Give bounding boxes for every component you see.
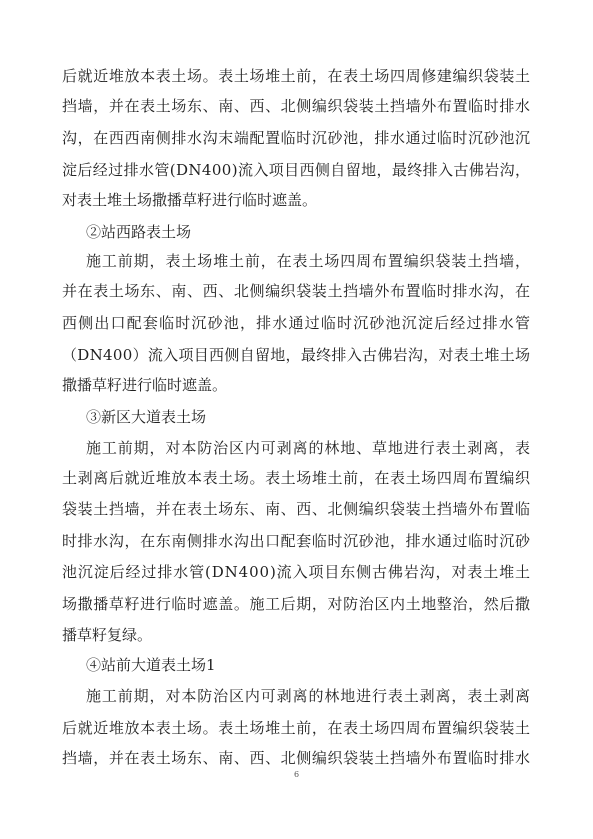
text-line: 挡墙，并在表土场东、南、西、北侧编织袋装土挡墙外布置临时排水 xyxy=(62,749,531,767)
text-line: 后就近堆放本表土场。表土场堆土前，在表土场四周修建编织袋装土 xyxy=(62,67,531,85)
text-line: 淀后经过排水管(DN400)流入项目西侧自留地，最终排入古佛岩沟， xyxy=(62,161,531,179)
page-number: 6 xyxy=(293,770,300,779)
text-line: 施工前期，表土场堆土前，在表土场四周布置编织袋装土挡墙， xyxy=(86,252,531,270)
text-line: 时排水沟，在东南侧排水沟出口配套临时沉砂池，排水通过临时沉砂 xyxy=(62,532,531,550)
text-line: 施工前期，对本防治区内可剥离的林地进行表土剥离，表土剥离 xyxy=(86,687,531,705)
text-line: ③新区大道表土场 xyxy=(86,408,207,426)
text-line: 施工前期，对本防治区内可剥离的林地、草地进行表土剥离，表 xyxy=(86,439,531,457)
text-line: 挡墙，并在表土场东、南、西、北侧编织袋装土挡墙外布置临时排水 xyxy=(62,97,531,115)
text-line: 后就近堆放本表土场。表土场堆土前，在表土场四周布置编织袋装土 xyxy=(62,719,531,737)
text-line: 播草籽复绿。 xyxy=(62,626,153,644)
text-line: 池沉淀后经过排水管(DN400)流入项目东侧古佛岩沟，对表土堆土 xyxy=(62,563,531,581)
text-line: 土剥离后就近堆放本表土场。表土场堆土前，在表土场四周布置编织 xyxy=(62,469,531,487)
text-line: 沟，在西西南侧排水沟末端配置临时沉砂池，排水通过临时沉砂池沉 xyxy=(62,129,531,147)
text-line: （DN400）流入项目西侧自留地，最终排入古佛岩沟，对表土堆土场 xyxy=(62,346,531,364)
text-line: 对表土堆土场撒播草籽进行临时遮盖。 xyxy=(62,191,318,209)
text-line: 撒播草籽进行临时遮盖。 xyxy=(62,376,228,394)
text-line: ②站西路表土场 xyxy=(86,223,192,241)
text-line: 场撒播草籽进行临时遮盖。施工后期，对防治区内土地整治，然后撒 xyxy=(62,595,531,613)
text-line: ④站前大道表土场1 xyxy=(86,656,216,674)
text-line: 西侧出口配套临时沉砂池，排水通过临时沉砂池沉淀后经过排水管 xyxy=(62,314,532,332)
text-line: 袋装土挡墙，并在表土场东、南、西、北侧编织袋装土挡墙外布置临 xyxy=(62,500,531,518)
text-line: 并在表土场东、南、西、北侧编织袋装土挡墙外布置临时排水沟，在 xyxy=(62,282,531,300)
